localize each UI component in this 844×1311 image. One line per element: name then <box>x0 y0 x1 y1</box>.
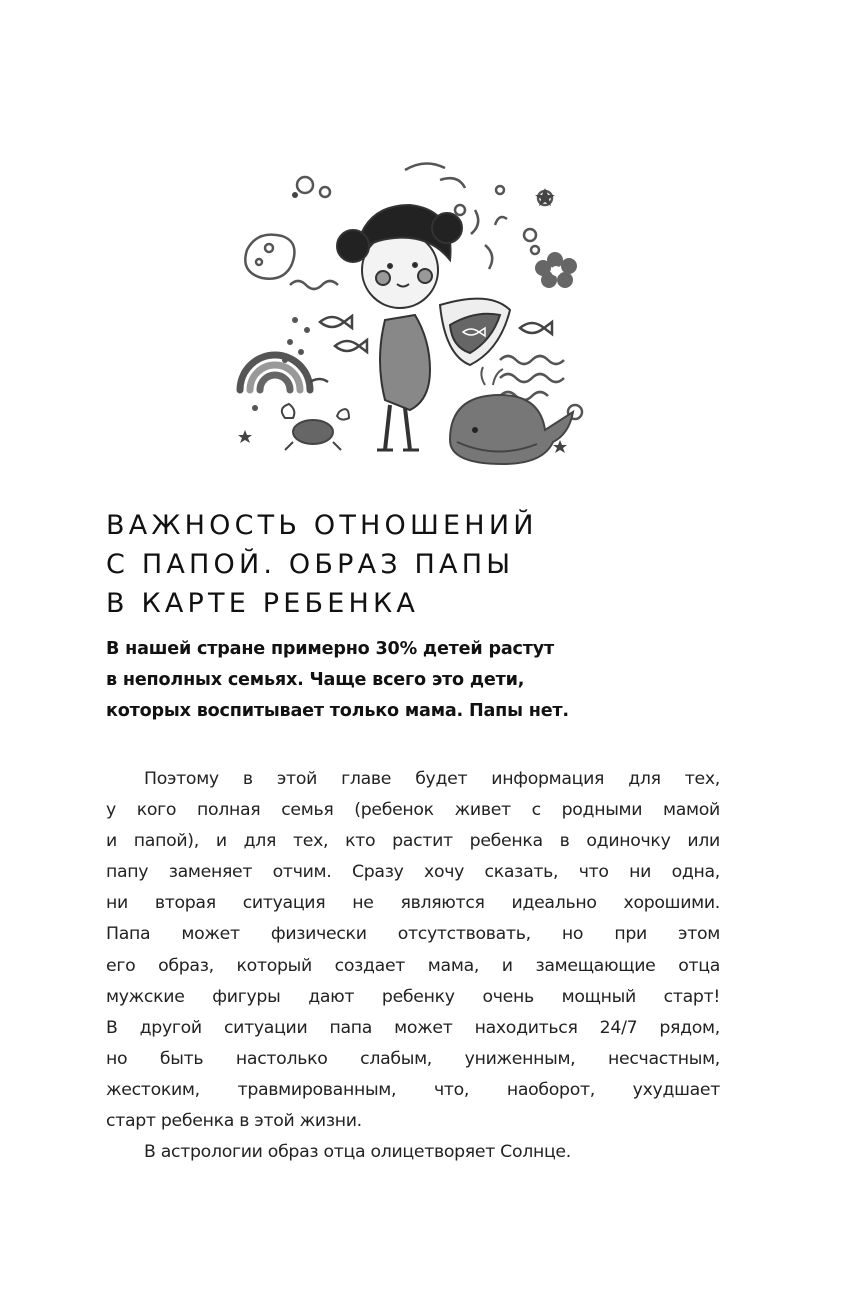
body-line: В астрологии образ отца олицетворяет Солнце. <box>144 1142 571 1163</box>
body-line: мужские фигуры дают ребенку очень мощный старт! <box>106 986 720 1007</box>
body-line: Поэтому в этой главе будет информация для тех, <box>144 769 720 789</box>
body-line: ни вторая ситуация не являются идеально хорошими. <box>106 893 720 914</box>
chapter-heading <box>106 506 746 623</box>
heading-line: ВАЖНОСТЬ ОТНОШЕНИЙ <box>106 510 538 541</box>
heading-line: С ПАПОЙ. ОБРАЗ ПАПЫ <box>106 549 515 580</box>
body-line: и папой), и для тех, кто растит ребенка в одиночку или <box>106 831 720 852</box>
body-line: у кого полная семья (ребенок живет с родными мамой <box>106 800 720 821</box>
body-line: В другой ситуации папа может находиться 24/7 рядом, <box>106 1017 720 1038</box>
body-line: жестоким, травмированным, что, наоборот, ухудшает <box>106 1079 720 1100</box>
lead-line: которых воспитывает только мама. Папы нет. <box>106 701 569 721</box>
body-line: старт ребенка в этой жизни. <box>106 1111 362 1132</box>
body-line: Папа может физически отсутствовать, но при этом <box>106 924 720 945</box>
lead-line: в неполных семьях. Чаще всего это дети, <box>106 670 525 690</box>
lead-line: В нашей стране примерно 30% детей растут <box>106 639 555 659</box>
body-text <box>106 764 720 1168</box>
body-line: но быть настолько слабым, униженным, несчастным, <box>106 1048 720 1069</box>
girl-with-fish-bowl-illustration <box>235 150 595 470</box>
heading-line: В КАРТЕ РЕБЕНКА <box>106 588 420 619</box>
body-line: папу заменяет отчим. Сразу хочу сказать, что ни одна, <box>106 862 720 883</box>
body-line: его образ, который создает мама, и замещающие отца <box>106 955 720 976</box>
lead-paragraph <box>106 634 746 727</box>
